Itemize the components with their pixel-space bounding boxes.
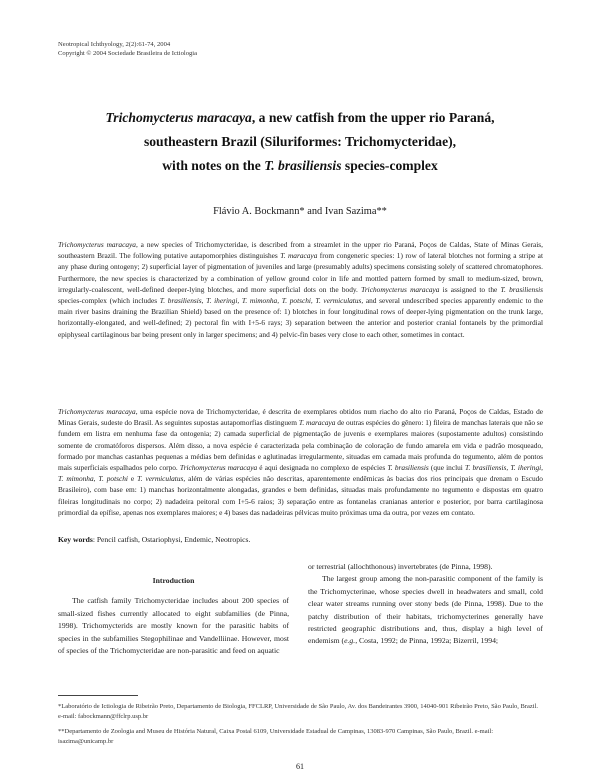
title-species: Trichomycterus maracaya xyxy=(105,110,252,125)
footnote-author-2: **Departamento de Zoologia and Museu de História Natural, Caixa Postal 6109, Universidade Estadual de Campinas, 13083-970 Campinas, São Paulo, Brazil. e-mail: isazima@unicamp.br xyxy=(58,728,494,746)
column-right xyxy=(308,561,543,648)
journal-citation: Neotropical Ichthyology, 2(2):61-74, 2004 xyxy=(58,41,171,48)
footnote-author-1: *Laboratório de Ictiologia de Ribeirão Preto, Departamento de Biologia, FFCLRP, Universidade de São Paulo, Av. dos Bandeirantes 3900, 14040-901 Ribeirão Preto, São Paulo, Brazil. e-mail: fabockmann@ffclrp.usp.br xyxy=(58,703,539,721)
keywords xyxy=(58,535,543,544)
page-number: 61 xyxy=(296,762,304,771)
abstract-english: Trichomycterus maracaya, a new species of Trichomycteridae, is described from a streamlet in the upper rio Paraná, Poços de Caldas, State of Minas Gerais, southeastern Brazil. The following putative autapomorphies distinguishes T. maracaya from congeneric species: 1) row of lateral blotches not forming a stripe at any phase during ontogeny; 2) superficial layer of pigmentation of juveniles and large (presumably adults) specimens consisting solely of scattered chromatophores. Furthermore, the new species is characterized by a combination of yellow ground color in life and mottled pattern formed by small to medium-sized, brown, irregularly-coalescent, well-defined deeper-lying blotches, and more superficial dots on the body. Trichomycterus maracaya is assigned to the T. brasiliensis species-complex (which includes T. brasiliensis, T. iheringi, T. mimonha, T. potschi, T. vermiculatus, and several undescribed species apparently endemic to the main river basins draining the Brazilian Shield) based on the presence of: 1) blotches in four longitudinal rows of deeper-lying pigmentation on the trunk large, horizontally-elongated, and well-defined; 2) pectoral fin with I+5-6 rays; 3) separation between the anterior and posterior cranial fontanels by the primordial epiphyseal cartilaginous bar being present only in larger specimens; and 4) pelvic-fin bases very close to each other, sometimes in contact. xyxy=(58,240,543,339)
section-heading-introduction: Introduction xyxy=(152,576,195,585)
title-line-2: southeastern Brazil (Siluriformes: Trichomycteridae), xyxy=(143,134,457,149)
journal-copyright: Copyright © 2004 Sociedade Brasileira de Ictiologia xyxy=(58,50,198,57)
paper-title xyxy=(40,106,560,178)
abstract-portuguese: Trichomycterus maracaya, uma espécie nova de Trichomycteridae, é descrita de exemplares obtidos num riacho do alto rio Paraná, Poços de Caldas, Estado de Minas Gerais, sudeste do Brasil. As seguintes supostas autapomorfias distinguem T. maracaya de outras espécies do gênero: 1) fileira de manchas laterais que não se fundem em listra em nenhuma fase da ontogenia; 2) camada superficial de pigmentação de juvenis e exemplares maiores (supostamente adultos) consistindo somente de cromatóforos dispersos. Além disso, a nova espécie é caracterizada pela combinação de coloração de fundo amarela em vida e padrão mosqueado, formado por manchas castanhas pequenas a médias bem definidas e aglutinadas irregularmente, situadas em camada mais profunda do tegumento, além de pontos mais superficiais espalhados pelo corpo. Trichomycterus maracaya é aqui designada no complexo de espécies T. brasiliensis (que inclui T. brasiliensis, T. iheringi, T. mimonha, T. potschi e T. vermiculatus, além de várias espécies não descritas, aparentemente endêmicas às bacias dos rios principais que drenam o Escudo Brasileiro), com base em: 1) manchas horizontalmente alongadas, grandes e bem definidas, situadas mais profundamente no tegumento e dispostas em quatro fileiras longitudinais no corpo; 2) nadadeira peitoral com I+5-6 raios; 3) separação entre as fontanelas cranianas anterior e posterior, por barra cartilaginosa primordial da epífise, apenas nos exemplares maiores; e 4) bases das nadadeiras pélvicas muito próximas uma da outra, por vezes em contato. xyxy=(58,407,543,517)
intro-paragraph-1: The catfish family Trichomycteridae includes about 200 species of small-sized fishes currently allocated to eight subfamilies (de Pinna, 1998). Trichomycterids are mostly known for the parasitic habits of species in the subfamilies Stegophilinae and Vandelliinae. However, most of species of the Trichomycteridae are non-parasitic and feed on aquatic xyxy=(58,596,289,656)
intro-paragraph-2: The largest group among the non-parasitic component of the family is the Trichomycterinae, whose species dwell in headwaters and small, cold clear water streams running over stony beds (de Pinna, 1998). Due to the patchy distribution of their habitats, trichomycterines generally have restricted geographic distributions and, thus, display a high level of endemism (e.g., Costa, 1992; de Pinna, 1992a; Bizerril, 1994; xyxy=(308,574,543,646)
journal-header xyxy=(58,40,197,58)
keywords-label: Key words xyxy=(58,535,93,544)
authors: Flávio A. Bockmann* and Ivan Sazima** xyxy=(213,206,387,217)
column-left xyxy=(58,575,289,657)
keywords-text: : Pencil catfish, Ostariophysi, Endemic, Neotropics. xyxy=(92,535,251,544)
intro-paragraph-1-continued: or terrestrial (allochthonous) invertebrates (de Pinna, 1998). xyxy=(308,562,493,571)
title-line-3: with notes on the T. brasiliensis species-complex xyxy=(162,158,438,173)
title-line-1: Trichomycterus maracaya, a new catfish from the upper rio Paraná, xyxy=(105,110,495,125)
footnote-divider xyxy=(58,695,138,696)
